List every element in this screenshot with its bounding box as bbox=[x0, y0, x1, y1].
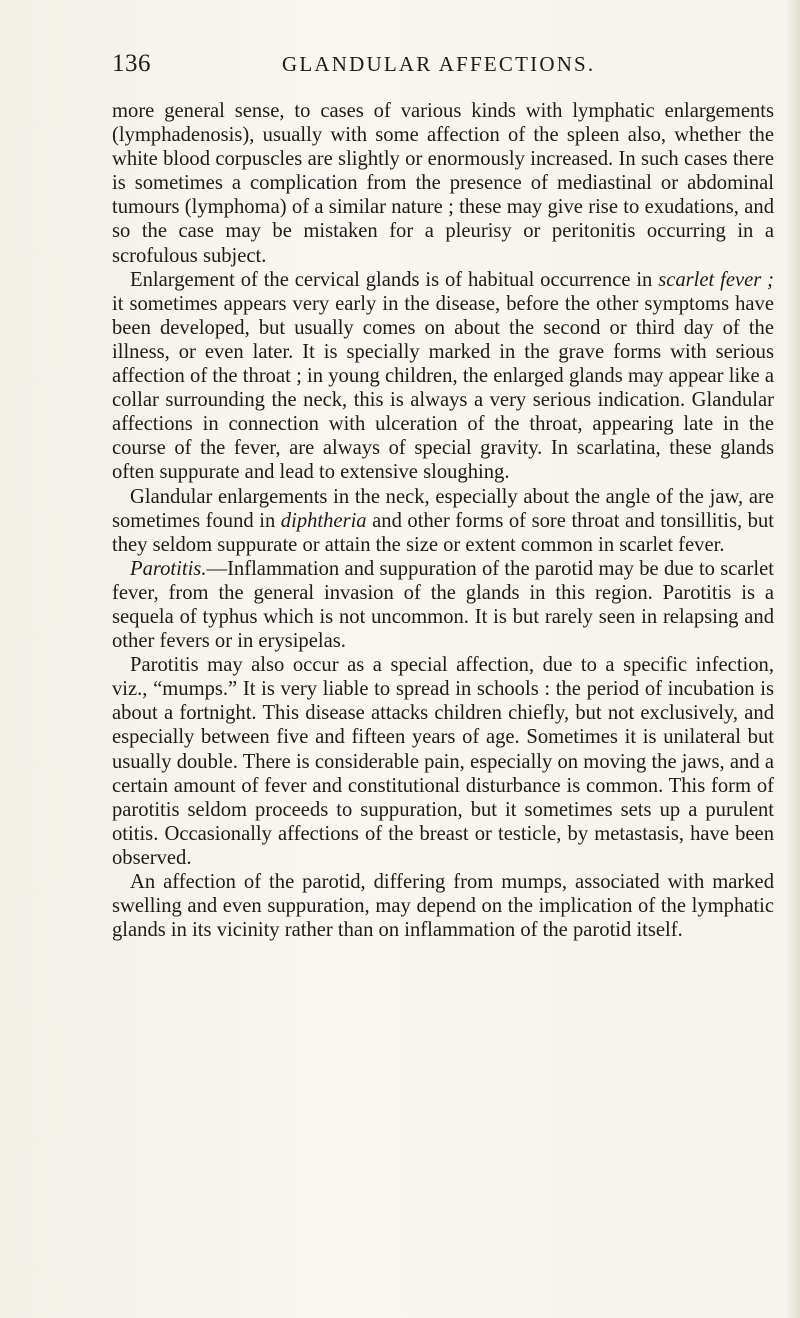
page-number: 136 bbox=[112, 50, 151, 77]
italic-term: diphtheria bbox=[280, 509, 367, 532]
running-title: GLANDULAR AFFECTIONS. bbox=[282, 52, 596, 76]
paragraph-scarlet-fever bbox=[112, 268, 774, 485]
paragraph-parotitis bbox=[112, 557, 774, 653]
paragraph-text: Glandular enlargements in the neck, especially about the angle of the jaw, are sometimes found in bbox=[112, 485, 774, 532]
running-head bbox=[112, 50, 772, 84]
italic-term: scarlet fever ; bbox=[658, 268, 774, 291]
paragraph-text: and other forms of sore throat and tonsillitis, but they seldom suppurate or attain the size or extent common in scarlet fever. bbox=[112, 509, 774, 556]
paragraph-mumps bbox=[112, 653, 774, 870]
section-heading-italic: Parotitis. bbox=[130, 557, 207, 580]
paragraph-text: Parotitis may also occur as a special affection, due to a specific infection, viz., “mumps.” It is very liable to spread in schools : the period of incubation is about a fortnight. This disease attacks children chiefly, but not exclusively, and especially between five and fifteen years of age. Sometimes it is unilateral but usually double. There is considerable pain, especially on moving the jaws, and a certain amount of fever and constitutional disturbance is common. This form of parotitis seldom proceeds to suppuration, but it sometimes sets up a purulent otitis. Occasionally affections of the breast or testicle, by metastasis, have been observed. bbox=[112, 654, 774, 869]
paragraph-text: it sometimes appears very early in the disease, before the other symptoms have been developed, but usually comes on about the second or third day of the illness, or even later. It is specially marked in the grave forms with serious affection of the throat ; in young children, the enlarged glands may appear like a collar surrounding the neck, this is always a very serious indication. Glandular affections in connection with ulceration of the throat, appearing late in the course of the fever, are always of special gravity. In scarlatina, these glands often suppurate and lead to extensive sloughing. bbox=[112, 292, 774, 484]
paragraph-diphtheria bbox=[112, 485, 774, 557]
paragraph-text: An affection of the parotid, differing from mumps, associated with marked swelling and even suppuration, may depend on the implication of the lymphatic glands in its vicinity rather than on inflammation of the parotid itself. bbox=[112, 871, 774, 942]
paragraph-continuation bbox=[112, 99, 774, 268]
paragraph-parotid-affection bbox=[112, 870, 774, 942]
paragraph-text: Enlargement of the cervical glands is of habitual occurrence in bbox=[130, 268, 659, 291]
body-text bbox=[112, 99, 774, 942]
paragraph-text: —Inflammation and suppuration of the parotid may be due to scarlet fever, from the general invasion of the glands in this region. Parotitis is a sequela of typhus which is not uncommon. It is but rarely seen in relapsing and other fevers or in erysipelas. bbox=[112, 557, 774, 653]
paragraph-text: more general sense, to cases of various kinds with lymphatic enlargements (lymphadenosis), usually with some affection of the spleen also, whether the white blood corpuscles are slightly or enormously increased. In such cases there is sometimes a complication from the presence of mediastinal or abdominal tumours (lymphoma) of a similar nature ; these may give rise to exudations, and so the case may be mistaken for a pleurisy or peritonitis occurring in a scrofulous subject. bbox=[112, 100, 774, 267]
page-edge-shadow bbox=[786, 0, 800, 1318]
